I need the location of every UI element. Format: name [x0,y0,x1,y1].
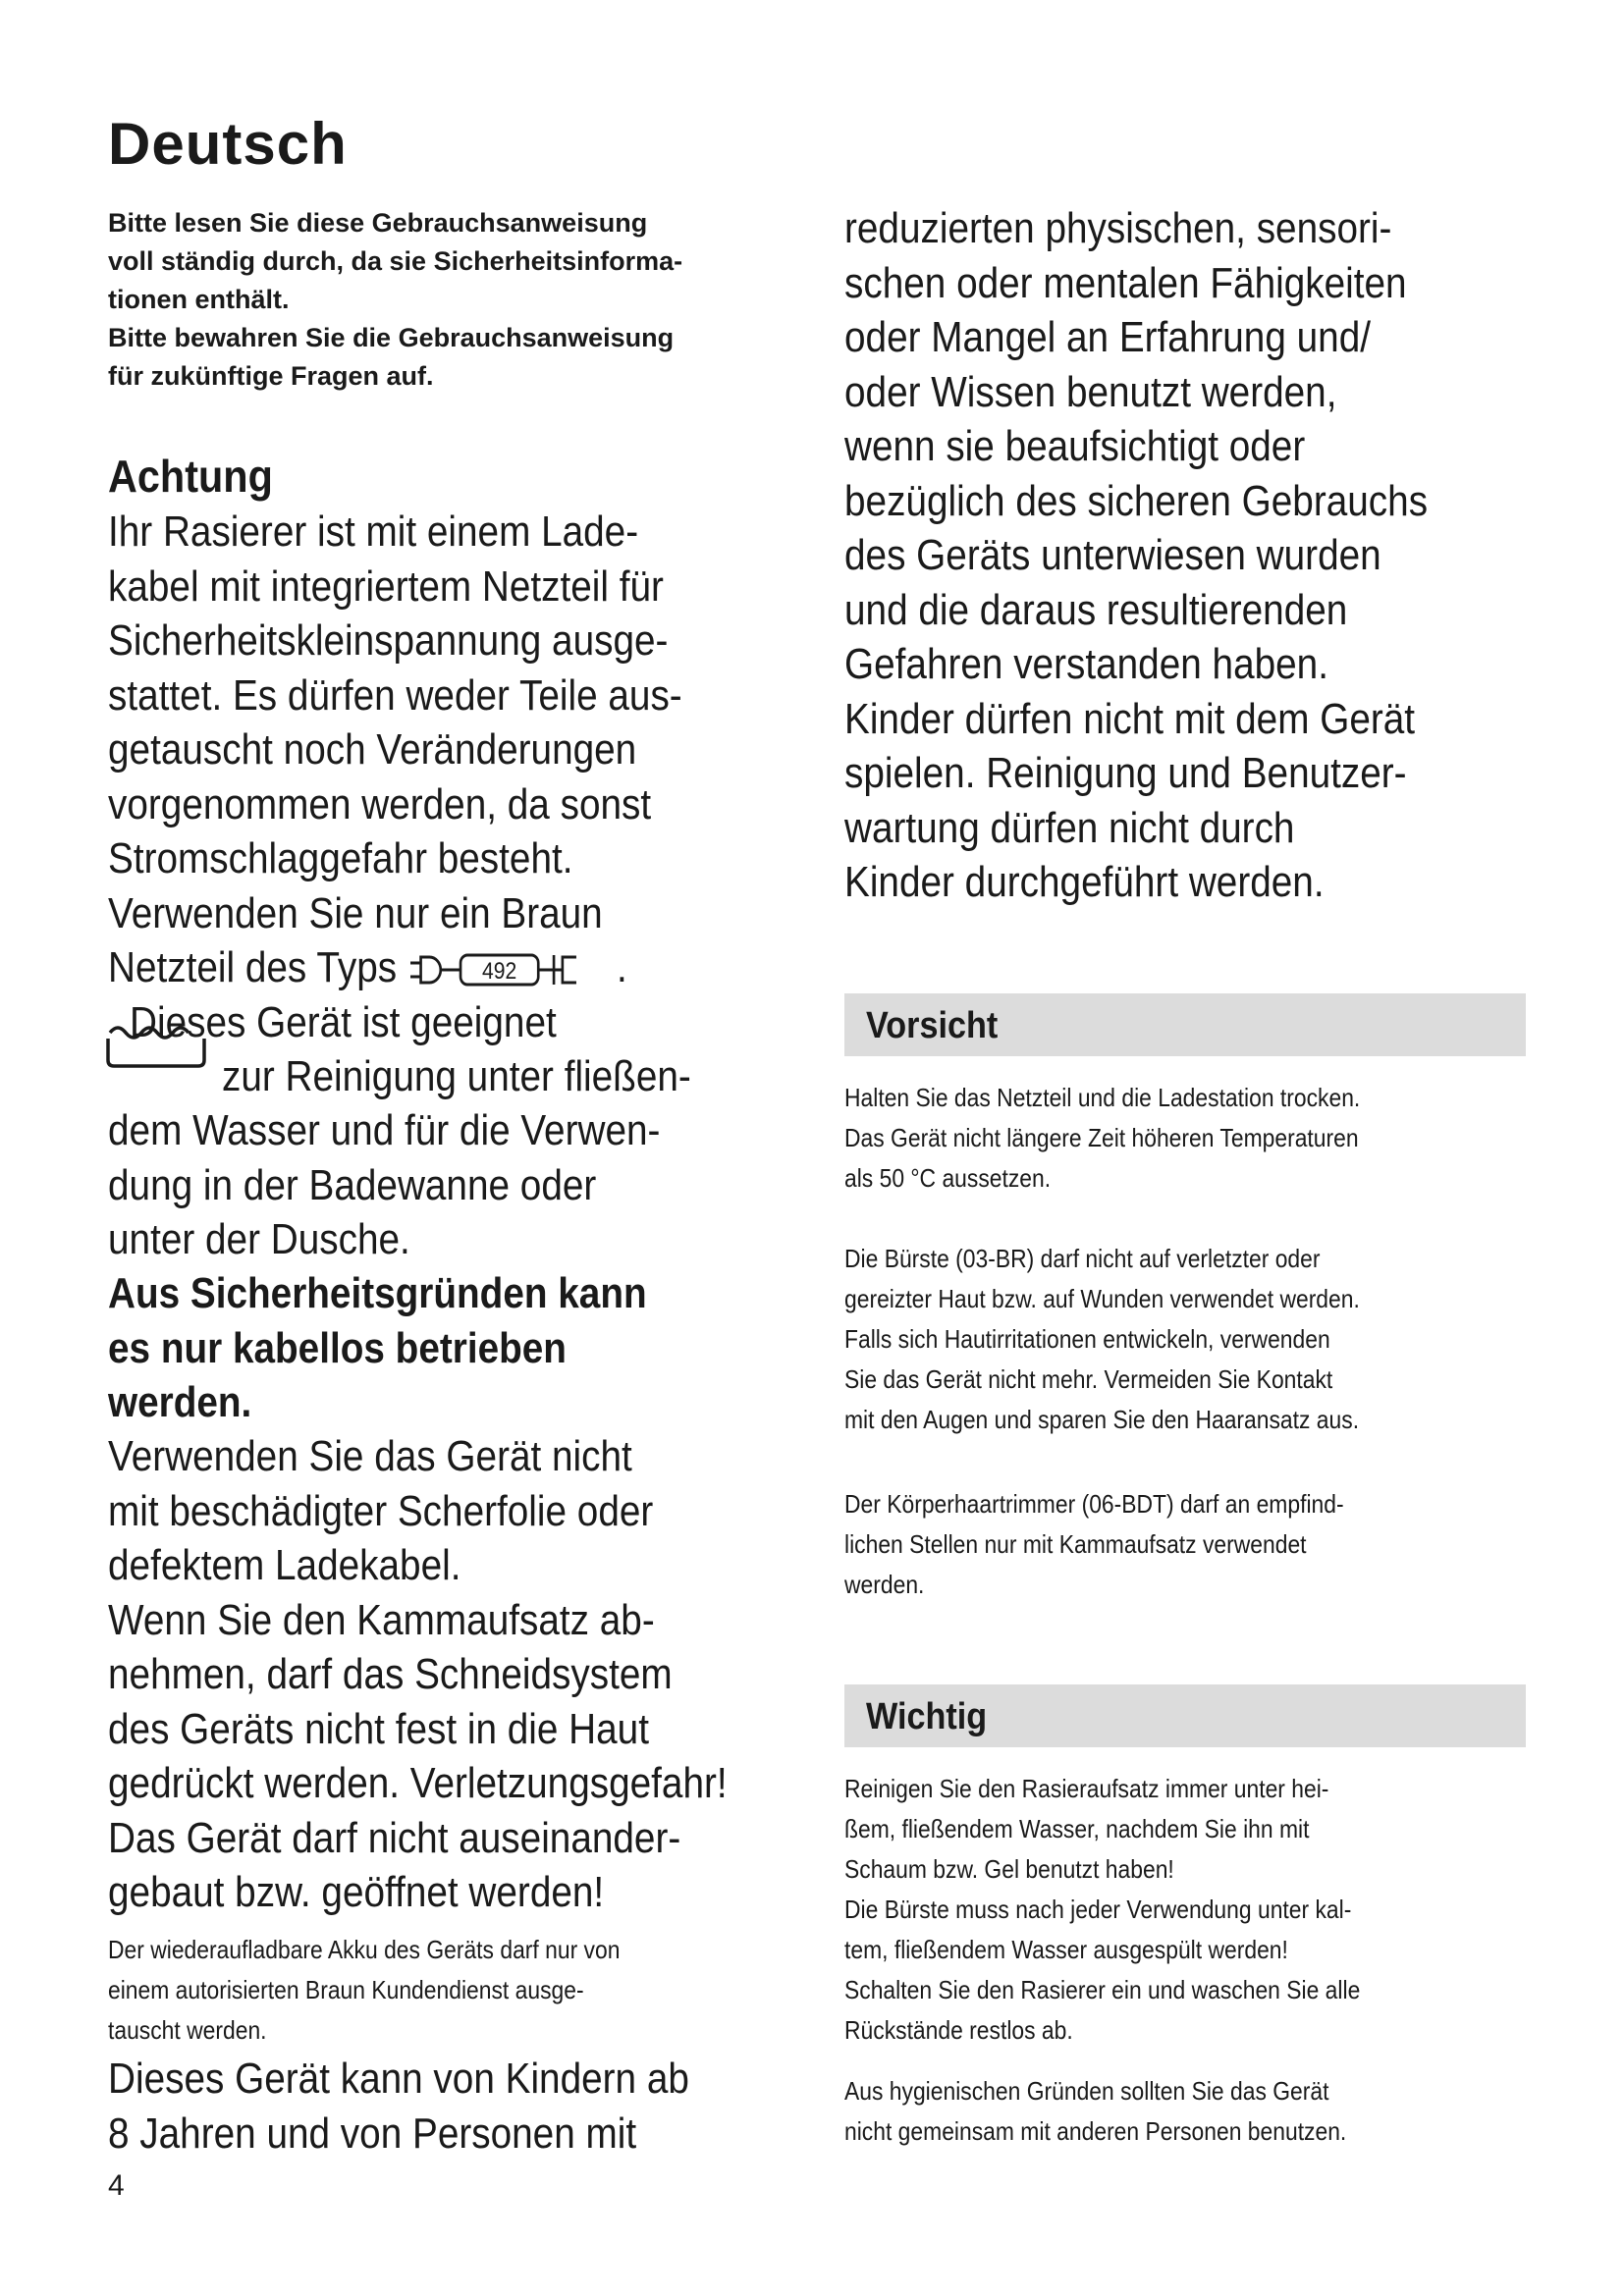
text-line: und die daraus resultierenden [844,585,1348,634]
text-line: Gefahren verstanden haben. [844,640,1328,688]
intro-line: Bitte lesen Sie diese Gebrauchsanweisung [108,208,648,238]
vorsicht-heading: Vorsicht [866,1005,999,1046]
text-line: Aus hygienischen Gründen sollten Sie das Gerät [844,2076,1329,2106]
achtung-paragraph-4 [108,2052,689,2161]
text-line: Halten Sie das Netzteil und die Ladestation trocken. [844,1083,1361,1112]
intro-line: Bitte bewahren Sie die Gebrauchsanweisung [108,323,675,352]
text-line: bezüglich des sicheren Gebrauchs [844,476,1429,525]
text-line: dung in der Badewanne oder [108,1160,597,1209]
text-line: Kinder durchgeführt werden. [844,858,1325,906]
text-line: Wenn Sie den Kammaufsatz ab- [108,1595,655,1644]
text-line: zur Reinigung unter fließen- [222,1052,691,1100]
text-line: getauscht noch Veränderungen [108,725,637,774]
vorsicht-header-bar [844,993,1526,1056]
achtung-paragraph-1 [108,505,682,995]
text-line: wenn sie beaufsichtigt oder [844,422,1306,470]
text-line: spielen. Reinigung und Benutzer- [844,749,1407,797]
text-line: lichen Stellen nur mit Kammaufsatz verwendet [844,1529,1307,1559]
text-line: stattet. Es dürfen weder Teile aus- [108,670,682,720]
text-line: Der Körperhaartrimmer (06-BDT) darf an empfind- [844,1489,1344,1519]
text-line: Dieses Gerät ist geeignet [130,998,557,1046]
text-line: dem Wasser und für die Verwen- [108,1106,661,1154]
text-line: defektem Ladekabel. [108,1541,461,1589]
text-line: Reinigen Sie den Rasieraufsatz immer unter hei- [844,1774,1329,1803]
children-paragraph [844,201,1428,910]
water-usage-line-2 [222,1049,691,1104]
page-number: 4 [108,2169,125,2202]
achtung-heading: Achtung [108,451,273,502]
text-line: Schalten Sie den Rasierer ein und waschen Sie alle [844,1975,1361,2004]
text-line: oder Mangel an Erfahrung und/ [844,313,1372,361]
text-line: Kinder dürfen nicht mit dem Gerät [844,694,1416,743]
power-adapter-type-icon [407,947,606,992]
text-line: mit beschädigter Scherfolie oder [108,1486,654,1535]
vorsicht-paragraph-3 [844,1484,1344,1605]
safety-bold-paragraph [108,1266,647,1430]
netzteil-suffix: . [617,943,627,991]
text-line: Sicherheitskleinspannung ausge- [108,616,669,665]
text-line: oder Wissen benutzt werden, [844,367,1337,416]
netzteil-prefix: Netzteil des Typs [108,943,398,991]
text-line: unter der Dusche. [108,1215,410,1263]
text-line: Ihr Rasierer ist mit einem Lade- [108,507,639,556]
intro-line: tionen enthält. [108,285,290,314]
text-line: Aus Sicherheitsgründen kann [108,1269,647,1317]
wichtig-paragraph-1 [844,1769,1360,2051]
text-line: nicht gemeinsam mit anderen Personen benutzen. [844,2116,1347,2146]
netzteil-code: 492 [482,958,517,985]
intro-text [108,204,795,396]
text-line: Die Bürste muss nach jeder Verwendung unter kal- [844,1895,1352,1924]
text-line: nehmen, darf das Schneidsystem [108,1650,673,1698]
text-line: als 50 °C aussetzen. [844,1163,1052,1193]
text-line: es nur kabellos betrieben [108,1323,567,1372]
water-usage-line-1 [130,995,557,1050]
text-line: des Geräts unterwiesen wurden [844,531,1381,579]
text-line: kabel mit integriertem Netzteil für [108,561,664,611]
text-line: werden. [108,1378,252,1426]
text-line: schen oder mentalen Fähigkeiten [844,258,1407,307]
text-line: Verwenden Sie das Gerät nicht [108,1432,632,1480]
text-line: ßem, fließendem Wasser, nachdem Sie ihn mit [844,1814,1310,1843]
vorsicht-paragraph-1 [844,1078,1360,1199]
text-line: Falls sich Hautirritationen entwickeln, verwenden [844,1324,1330,1354]
text-line: wartung dürfen nicht durch [844,803,1295,852]
intro-line: für zukünftige Fragen auf. [108,361,434,391]
wichtig-header-bar [844,1684,1526,1747]
text-line: Rückstände restlos ab. [844,2015,1073,2045]
vorsicht-paragraph-2 [844,1239,1360,1440]
text-line: 8 Jahren und von Personen mit [108,2109,637,2158]
text-line: vorgenommen werden, da sonst [108,779,652,828]
text-line: des Geräts nicht fest in die Haut [108,1704,649,1753]
intro-line: voll ständig durch, da sie Sicherheitsinforma- [108,246,683,276]
page-title: Deutsch [108,111,348,177]
text-line: Das Gerät nicht längere Zeit höheren Temperaturen [844,1123,1359,1152]
text-line: reduzierten physischen, sensori- [844,204,1392,252]
text-line: Das Gerät darf nicht auseinander- [108,1813,681,1862]
wichtig-paragraph-2 [844,2071,1346,2152]
text-line: Schaum bzw. Gel benutzt haben! [844,1854,1174,1884]
text-line: werden. [844,1570,925,1599]
achtung-paragraph-3 [108,1429,728,1920]
text-line: tem, fließendem Wasser ausgespült werden! [844,1935,1288,1964]
text-line: einem autorisierten Braun Kundendienst ausge- [108,1975,584,2004]
water-usage-paragraph [108,1103,660,1267]
text-line: Die Bürste (03-BR) darf nicht auf verletzter oder [844,1244,1321,1273]
text-line: gereizter Haut bzw. auf Wunden verwendet werden. [844,1284,1360,1313]
text-line: Sie das Gerät nicht mehr. Vermeiden Sie Kontakt [844,1364,1333,1394]
text-line: tauscht werden. [108,2015,267,2045]
text-line: mit den Augen und sparen Sie den Haaransatz aus. [844,1405,1360,1434]
battery-note [108,1930,620,2051]
text-line: Dieses Gerät kann von Kindern ab [108,2055,689,2103]
text-line: Stromschlaggefahr besteht. [108,834,573,882]
text-line: gebaut bzw. geöffnet werden! [108,1868,605,1916]
text-line: Verwenden Sie nur ein Braun [108,888,603,937]
netzteil-line [108,940,682,995]
text-line: Der wiederaufladbare Akku des Geräts darf nur von [108,1935,621,1964]
wichtig-heading: Wichtig [866,1696,988,1737]
text-line: gedrückt werden. Verletzungsgefahr! [108,1759,728,1807]
